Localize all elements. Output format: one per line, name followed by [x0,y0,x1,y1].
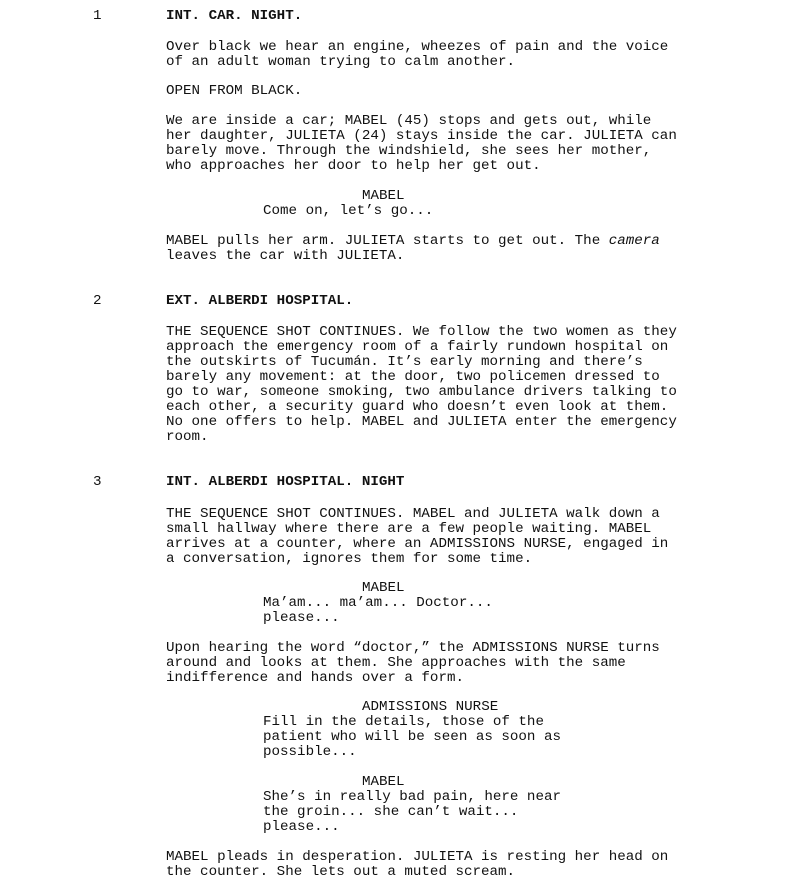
action-line: each other, a security guard who doesn’t even look at them. [166,399,669,415]
action-line [166,234,660,249]
action-line: We are inside a car; MABEL (45) stops and gets out, while [166,113,652,129]
action-line: leaves the car with JULIETA. [166,248,405,264]
action-line: indifference and hands over a form. [166,670,464,686]
action-line: No one offers to help. MABEL and JULIETA enter the emergency [166,414,677,430]
action-line: the counter. She lets out a muted scream. [166,864,516,880]
dialogue-line: please... [263,610,340,626]
action-line: THE SEQUENCE SHOT CONTINUES. We follow the two women as they [166,324,677,340]
action-line: who approaches her door to help her get out. [166,158,541,174]
action-line: go to war, someone smoking, two ambulance drivers talking to [166,384,677,400]
action-line: THE SEQUENCE SHOT CONTINUES. MABEL and JULIETA walk down a [166,506,660,522]
dialogue-line: She’s in really bad pain, here near [263,789,561,805]
action-line: arrives at a counter, where an ADMISSIONS NURSE, engaged in [166,536,669,552]
action-line: a conversation, ignores them for some time. [166,551,533,567]
character-name: MABEL [362,580,405,596]
action-line: Upon hearing the word “doctor,” the ADMISSIONS NURSE turns [166,640,660,656]
character-name: ADMISSIONS NURSE [362,699,499,715]
action-line: barely any movement: at the door, two policemen dressed to [166,369,660,385]
action-line: small hallway where there are a few people waiting. MABEL [166,521,652,537]
character-name: MABEL [362,188,405,204]
action-line: the outskirts of Tucumán. It’s early morning and there’s [166,354,643,370]
action-line: around and looks at them. She approaches with the same [166,655,626,671]
character-name: MABEL [362,774,405,790]
action-line: MABEL pleads in desperation. JULIETA is resting her head on [166,849,669,865]
action-line: barely move. Through the windshield, she sees her mother, [166,143,652,159]
action-line: of an adult woman trying to calm another. [166,54,516,70]
scene-heading: INT. ALBERDI HOSPITAL. NIGHT [166,474,405,490]
dialogue-line: Ma’am... ma’am... Doctor... [263,595,493,611]
dialogue-line: the groin... she can’t wait... [263,804,519,820]
dialogue-line: Fill in the details, those of the [263,714,544,730]
action-line: room. [166,429,209,445]
action-text: MABEL pulls her arm. JULIETA starts to get out. The [166,233,609,249]
dialogue-line: possible... [263,744,357,760]
dialogue-line: Come on, let’s go... [263,203,434,219]
action-line: Over black we hear an engine, wheezes of pain and the voice [166,39,669,55]
action-line: OPEN FROM BLACK. [166,83,303,99]
dialogue-line: patient who will be seen as soon as [263,729,561,745]
scene-number: 1 [93,8,102,24]
dialogue-line: please... [263,819,340,835]
action-line: approach the emergency room of a fairly rundown hospital on [166,339,669,355]
scene-number: 2 [93,293,102,309]
scene-number: 3 [93,474,102,490]
action-italic-text: camera [608,233,660,249]
scene-heading: EXT. ALBERDI HOSPITAL. [166,293,354,309]
action-line: her daughter, JULIETA (24) stays inside the car. JULIETA can [166,128,677,144]
scene-heading: INT. CAR. NIGHT. [166,8,303,24]
